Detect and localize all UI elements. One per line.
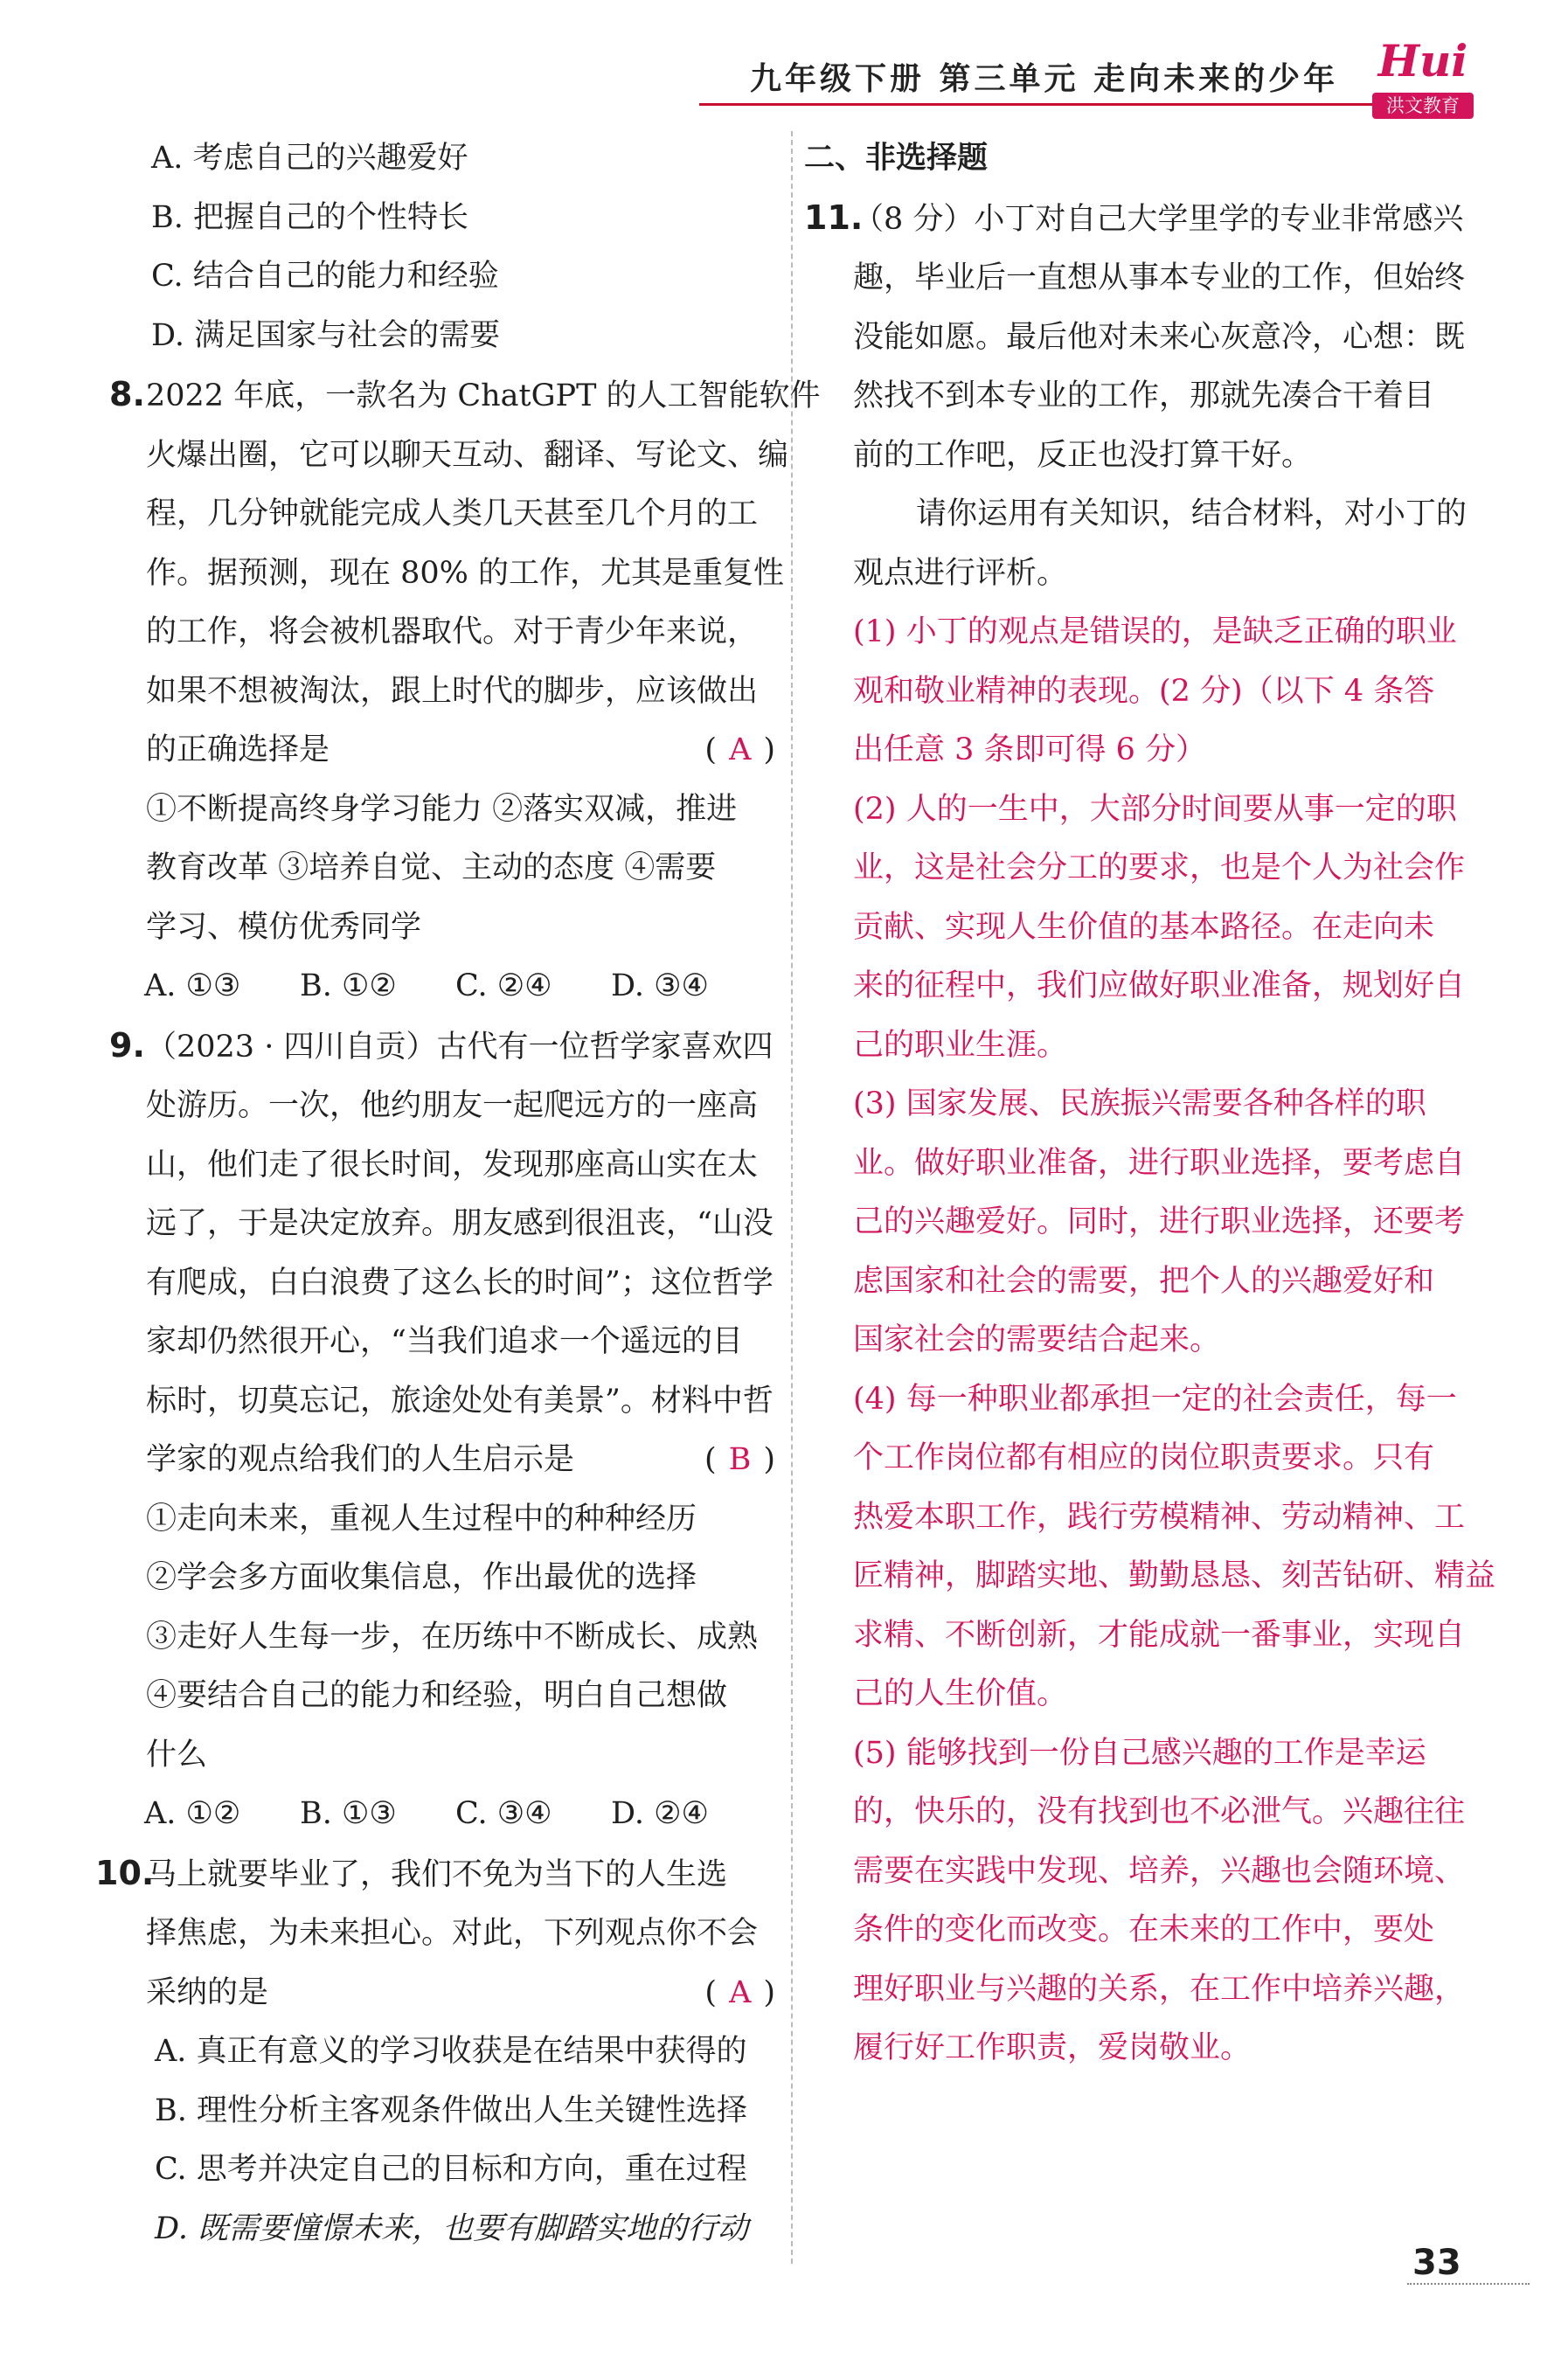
- answer-line: 己的兴趣爱好。同时，进行职业选择，还要考: [853, 1204, 1466, 1239]
- answer-line: 出任意 3 条即可得 6 分）: [853, 732, 1207, 767]
- q9-stem-line: 处游历。一次，他约朋友一起爬远方的一座高: [146, 1088, 759, 1123]
- q9-item-line: ④要结合自己的能力和经验，明白自己想做: [146, 1678, 728, 1713]
- q9-options: [109, 1785, 782, 1844]
- answer-line: 理好职业与兴趣的关系，在工作中培养兴趣，: [853, 1971, 1466, 2007]
- answer-line: 个工作岗位都有相应的岗位职责要求。只有: [853, 1440, 1435, 1475]
- left-column: [95, 129, 821, 2258]
- q11-text: （8 分）小丁对自己大学里学的专业非常感兴: [853, 201, 1464, 237]
- q10-option-c: C. 思考并决定自己的目标和方向，重在过程: [155, 2152, 747, 2187]
- q8-stem-line: [109, 365, 821, 427]
- answer-line: 来的征程中，我们应做好职业准备，规划好自: [853, 968, 1466, 1003]
- q9-number: 9.: [109, 1025, 145, 1065]
- q10-option-b: B. 理性分析主客观条件做出人生关键性选择: [155, 2092, 747, 2128]
- q10-option-a: A. 真正有意义的学习收获是在结果中获得的: [155, 2034, 747, 2069]
- q9-item-line: ③走好人生每一步，在历练中不断成长、成熟: [146, 1619, 759, 1655]
- q9-text: （2023 · 四川自贡）古代有一位哲学家喜欢四: [146, 1029, 774, 1065]
- q8-stem-line: 程，几分钟就能完成人类几天甚至几个月的工: [146, 496, 759, 531]
- q11-stem-line: 然找不到本专业的工作，那就先凑合干着目: [853, 378, 1435, 413]
- q8-item-line: 学习、模仿优秀同学: [146, 909, 422, 945]
- q9-stem-line: 山，他们走了很长时间，发现那座高山实在太: [146, 1147, 759, 1183]
- answer-line: 己的职业生涯。: [853, 1027, 1068, 1063]
- q8-options: [109, 957, 782, 1016]
- q8-answer: A: [729, 732, 752, 767]
- column-divider: [791, 131, 793, 2264]
- q8-answer-line: [109, 721, 782, 781]
- q8-number: 8.: [109, 375, 145, 413]
- answer-line: 贡献、实现人生价值的基本路径。在走向未: [853, 909, 1435, 945]
- answer-line: 热爱本职工作，践行劳模精神、劳动精神、工: [853, 1499, 1466, 1535]
- q7-option-c: C. 结合自己的能力和经验: [151, 259, 499, 294]
- q8-stem-line: 火爆出圈，它可以聊天互动、翻译、写论文、编: [146, 437, 789, 473]
- q11-number: 11.: [804, 198, 864, 237]
- answer-line: 匠精神，脚踏实地、勤勤恳恳、刻苦钻研、精益: [853, 1558, 1496, 1593]
- q10-number: 10.: [95, 1853, 155, 1892]
- q9-answer-line: [109, 1431, 782, 1490]
- q11-stem-line: 没能如愿。最后他对未来心灰意冷，心想：既: [853, 319, 1466, 355]
- q11-stem-line: [804, 189, 1477, 250]
- q11-answer: [804, 603, 1496, 2078]
- q10-text: 马上就要毕业了，我们不免为当下的人生选: [146, 1856, 728, 1892]
- answer-line: (2) 人的一生中，大部分时间要从事一定的职: [853, 791, 1457, 827]
- answer-line: (3) 国家发展、民族振兴需要各种各样的职: [853, 1086, 1426, 1121]
- q9-stem-line: 家却仍然很开心，“当我们追求一个遥远的目: [146, 1324, 743, 1359]
- answer-line: 的，快乐的，没有找到也不必泄气。兴趣往往: [853, 1794, 1466, 1829]
- q9-item-line: ①走向未来，重视人生过程中的种种经历: [146, 1501, 697, 1537]
- q7-option-b: B. 把握自己的个性特长: [151, 199, 468, 235]
- q8-answer-paren: ( A ): [704, 732, 775, 767]
- q10-answer-paren: ( A ): [704, 1974, 775, 2010]
- answer-line: 国家社会的需要结合起来。: [853, 1322, 1221, 1357]
- page-number-rule: [1407, 2283, 1530, 2285]
- q8-option-d: D. ③④: [611, 968, 709, 1003]
- q10-option-d: D. 既需要憧憬未来，也要有脚踏实地的行动: [155, 2210, 749, 2246]
- answer-line: 业。做好职业准备，进行职业选择，要考虑自: [853, 1145, 1466, 1181]
- q9-option-c: C. ③④: [455, 1796, 552, 1831]
- q7-option-a: A. 考虑自己的兴趣爱好: [151, 141, 468, 176]
- answer-line: 履行好工作职责，爱岗敬业。: [853, 2030, 1252, 2065]
- answer-line: 虑国家和社会的需要，把个人的兴趣爱好和: [853, 1263, 1435, 1299]
- page-number: 33: [1412, 2243, 1461, 2283]
- answer-line: (1) 小丁的观点是错误的，是缺乏正确的职业: [853, 614, 1457, 649]
- logo-subtitle: 洪文教育: [1372, 93, 1474, 119]
- logo-text: Hui: [1377, 35, 1468, 87]
- q9-stem-last: 学家的观点给我们的人生启示是: [146, 1442, 575, 1477]
- q9-stem-line: 有爬成，白白浪费了这么长的时间”；这位哲学: [146, 1265, 774, 1301]
- q11-prompt-line: 观点进行评析。: [853, 555, 1068, 591]
- q8-item-line: 教育改革 ③培养自觉、主动的态度 ④需要: [146, 850, 717, 885]
- q8-option-c: C. ②④: [455, 968, 552, 1003]
- q9-option-d: D. ②④: [611, 1796, 709, 1831]
- q9-option-a: A. ①②: [144, 1796, 241, 1831]
- publisher-logo: [1370, 35, 1475, 122]
- q9-answer: B: [728, 1442, 752, 1477]
- q9-option-b: B. ①③: [300, 1796, 397, 1831]
- q11-stem-line: 趣，毕业后一直想从事本专业的工作，但始终: [853, 260, 1466, 295]
- question-8: [109, 365, 821, 1016]
- answer-line: 己的人生价值。: [853, 1676, 1068, 1711]
- answer-line: 条件的变化而改变。在未来的工作中，要处: [853, 1912, 1435, 1947]
- q10-answer: A: [729, 1974, 752, 2010]
- q8-stem-line: 如果不想被淘汰，跟上时代的脚步，应该做出: [146, 673, 759, 709]
- q9-item-line: ②学会多方面收集信息，作出最优的选择: [146, 1560, 697, 1595]
- q8-text: 2022 年底，一款名为 ChatGPT 的人工智能软件: [146, 378, 821, 413]
- q10-answer-line: [109, 1964, 782, 2023]
- header-rule: [699, 103, 1381, 106]
- q8-option-b: B. ①②: [300, 968, 397, 1003]
- right-column: [804, 129, 1496, 2078]
- section-title: 二、非选择题: [804, 141, 989, 176]
- answer-line: (4) 每一种职业都承担一定的社会责任，每一: [853, 1381, 1457, 1417]
- answer-line: 业，这是社会分工的要求，也是个人为社会作: [853, 850, 1466, 885]
- question-9: [109, 1016, 782, 1844]
- q11-stem-line: 前的工作吧，反正也没打算干好。: [853, 437, 1313, 473]
- q8-stem-line: 的工作，将会被机器取代。对于青少年来说，: [146, 614, 759, 649]
- q8-item-line: ①不断提高终身学习能力 ②落实双减，推进: [146, 791, 738, 827]
- q9-answer-paren: ( B ): [704, 1442, 775, 1477]
- q8-option-a: A. ①③: [144, 968, 241, 1003]
- q7-options: [109, 129, 782, 365]
- q10-stem-line: 择焦虑，为未来担心。对此，下列观点你不会: [146, 1916, 759, 1951]
- q8-stem-last: 的正确选择是: [146, 732, 330, 767]
- q10-stem-line: [95, 1844, 782, 1905]
- answer-line: (5) 能够找到一份自己感兴趣的工作是幸运: [853, 1735, 1426, 1771]
- q8-stem-line: 作。据预测，现在 80% 的工作，尤其是重复性: [146, 555, 785, 591]
- q7-option-d: D. 满足国家与社会的需要: [151, 317, 501, 353]
- header-title: 九年级下册 第三单元 走向未来的少年: [750, 61, 1339, 97]
- q9-stem-line: 远了，于是决定放弃。朋友感到很沮丧，“山没: [146, 1206, 774, 1241]
- q9-item-line: 什么: [146, 1737, 208, 1773]
- q10-stem-last: 采纳的是: [146, 1974, 269, 2010]
- answer-line: 求精、不断创新，才能成就一番事业，实现自: [853, 1617, 1466, 1653]
- q11-prompt-line: 请你运用有关知识，结合材料，对小丁的: [916, 496, 1467, 531]
- question-10: [95, 1844, 782, 2259]
- question-11: [804, 189, 1496, 2078]
- answer-line: 观和敬业精神的表现。(2 分)（以下 4 条答: [853, 673, 1435, 709]
- q9-stem-line: 标时，切莫忘记，旅途处处有美景”。材料中哲: [146, 1383, 774, 1419]
- q9-stem-line: [109, 1016, 782, 1078]
- answer-line: 需要在实践中发现、培养，兴趣也会随环境、: [853, 1853, 1466, 1889]
